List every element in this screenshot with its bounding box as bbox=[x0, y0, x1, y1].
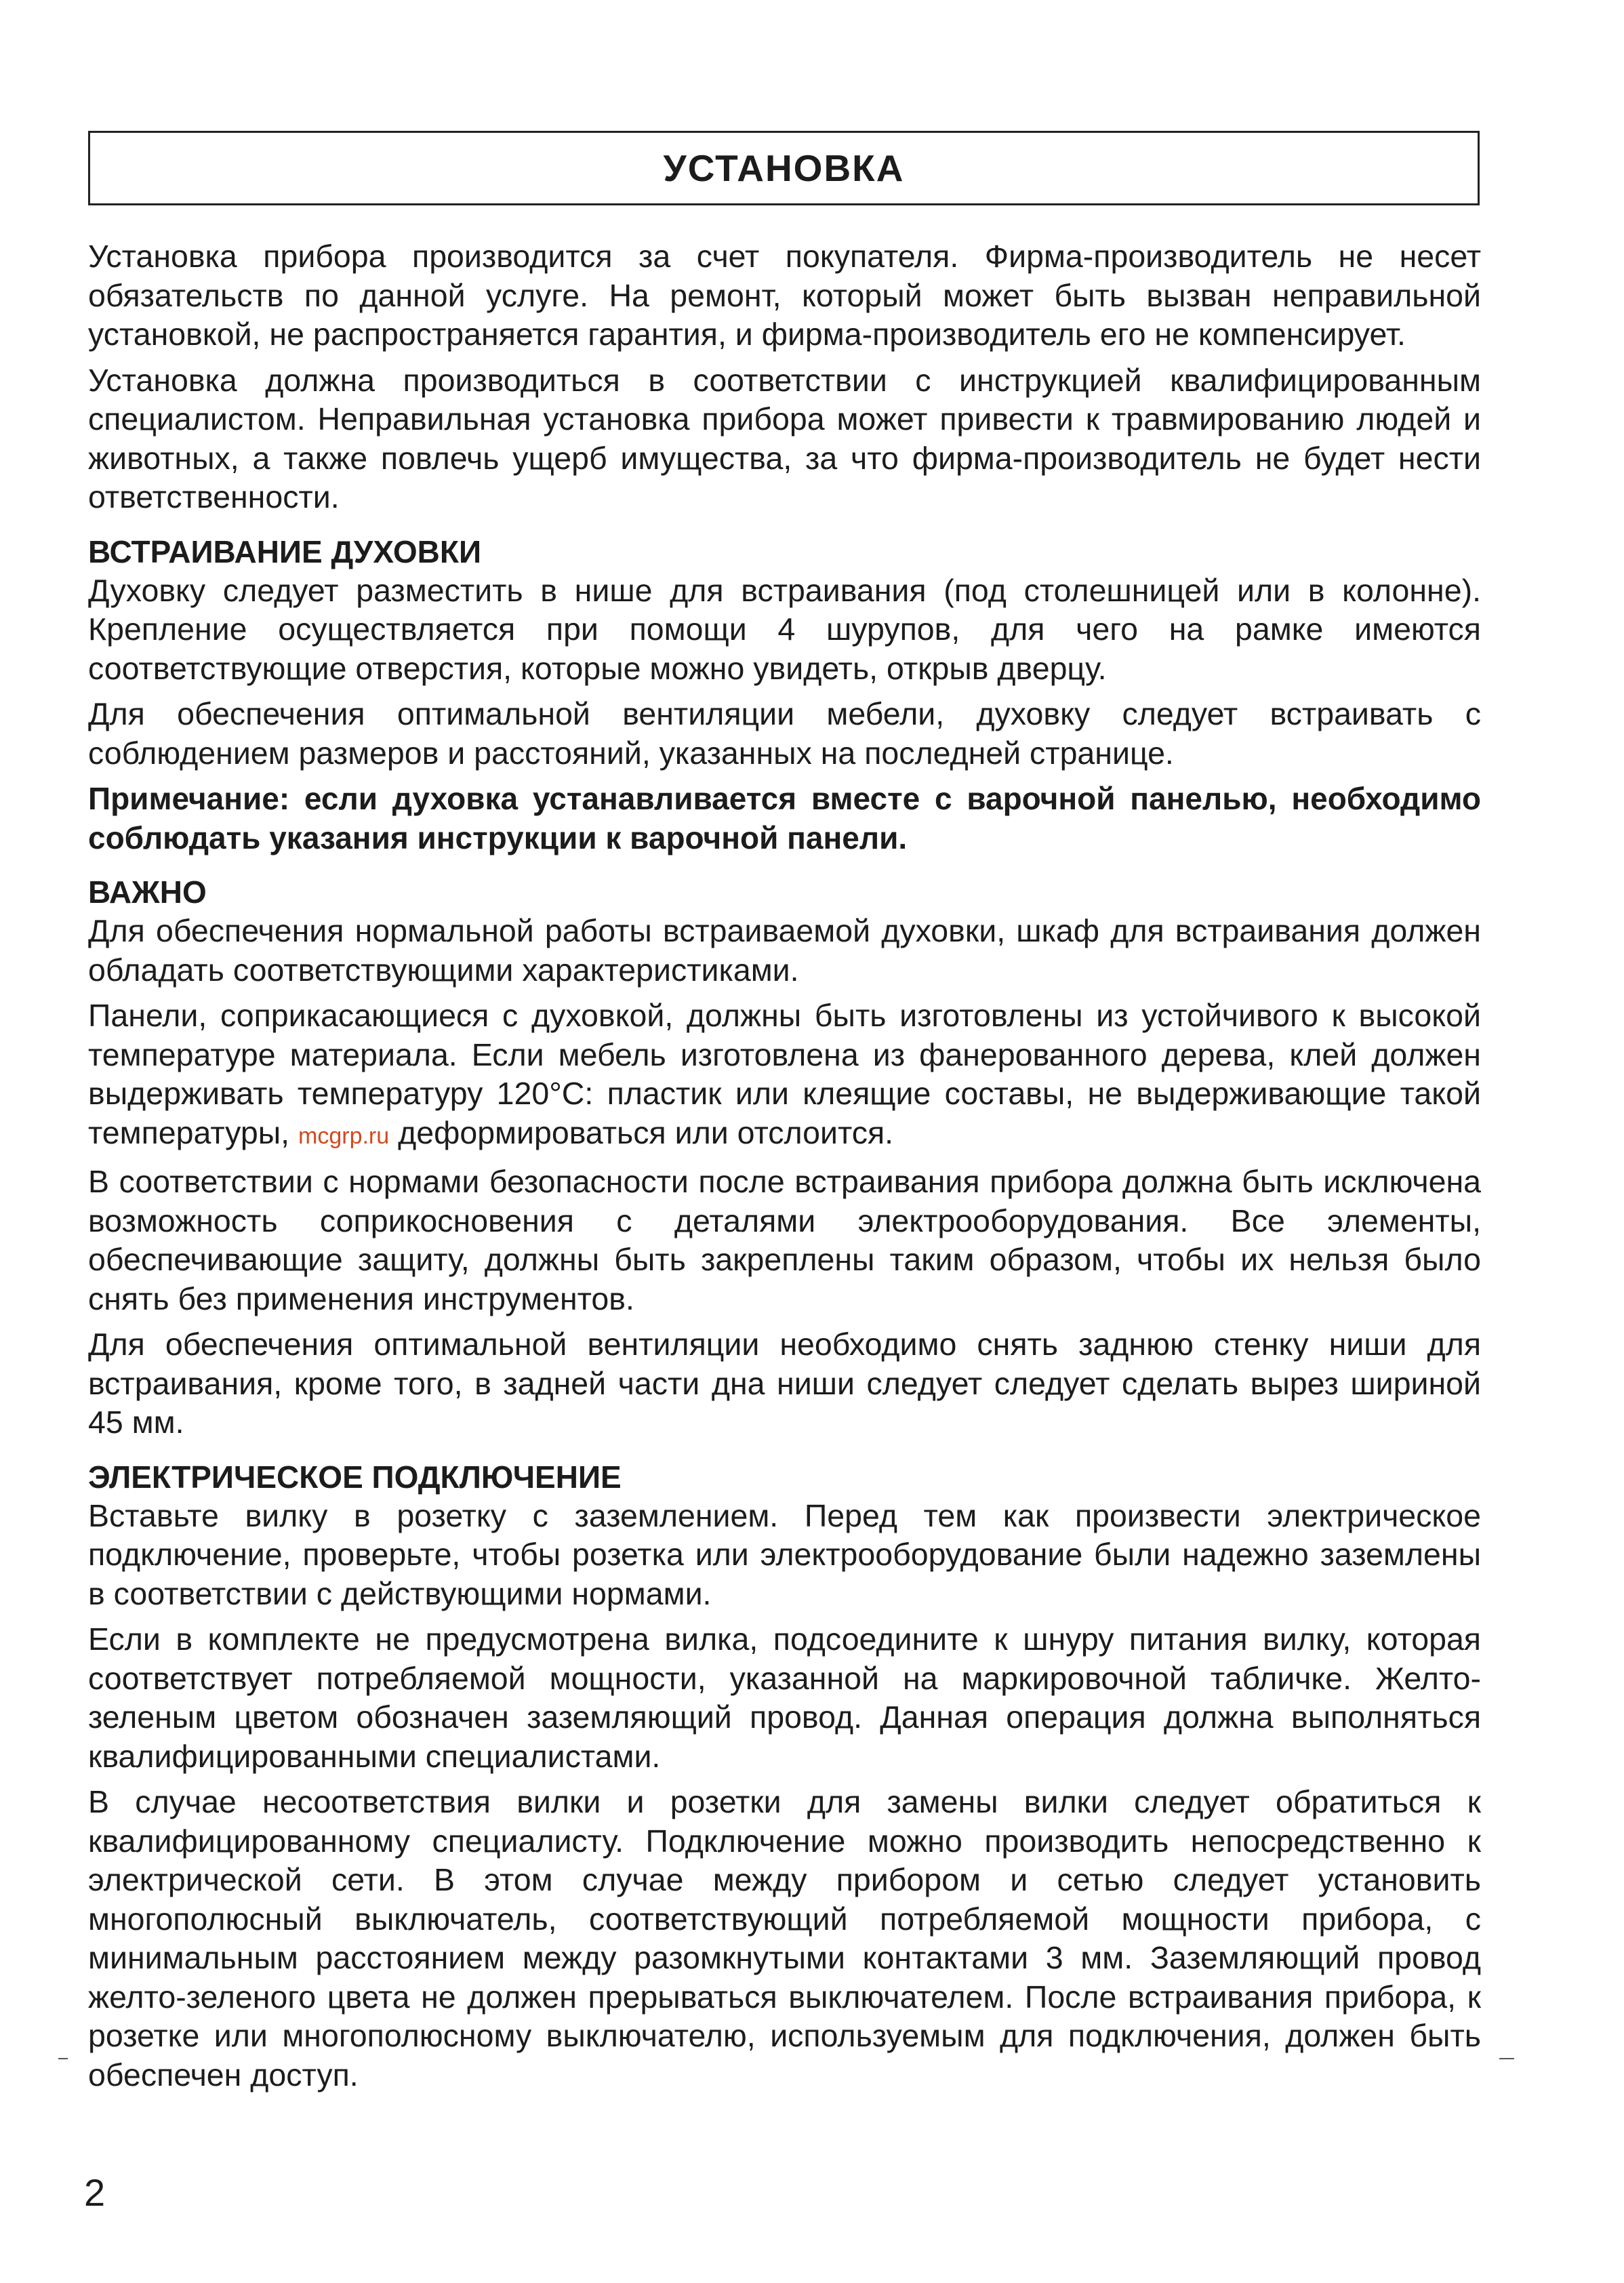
page-number: 2 bbox=[84, 2171, 106, 2214]
built-in-note: Примечание: если духовка устанавливается вместе с варочной панелью, необходимо соблюдать указания инструкции к варочной панели. bbox=[88, 781, 1481, 855]
electrical-paragraph-3: В случае несоответствия вилки и розетки для замены вилки следует обратиться к квалифицированному специалисту. Подключение можно производить непосредственно к электрической сети. В этом случае между прибором и сетью следует установить многополюсный выключатель, соответствующий потребляемой мощности прибора, с минимальным расстоянием между разомкнутыми контактами 3 мм. Заземляющий провод желто-зеленого цвета не должен прерываться выключателем. После встраивания прибора, к розетке или многополюсному выключателю, используемым для подключения, должен быть обеспечен доступ. bbox=[88, 1784, 1481, 2093]
intro-paragraph-2: Установка должна производиться в соответствии с инструкцией квалифицированным специалистом. Неправильная установка прибора может привести к травмированию людей и животных, а также повлечь ущерб имущества, за что фирма-производитель не будет нести ответственности. bbox=[88, 362, 1481, 514]
section-heading-important: ВАЖНО bbox=[88, 874, 207, 910]
important-paragraph-3: В соответствии с нормами безопасности после встраивания прибора должна быть исключена возможность соприкосновения с деталями электрооборудования. Все элементы, обеспечивающие защиту, должны быть закреплены таким образом, чтобы их нельзя было снять без применения инструментов. bbox=[88, 1164, 1481, 1316]
built-in-paragraph-2: Для обеспечения оптимальной вентиляции мебели, духовку следует встраивать с соблюдением размеров и расстояний, указанных на последней странице. bbox=[88, 696, 1481, 771]
watermark-text: mcgrp.ru bbox=[298, 1123, 390, 1149]
intro-paragraph-1: Установка прибора производится за счет покупателя. Фирма-производитель не несет обязательств по данной услуге. На ремонт, который может быть вызван неправильной установкой, не распространяется гарантия, и фирма-производитель его не компенсирует. bbox=[88, 239, 1481, 352]
electrical-paragraph-2: Если в комплекте не предусмотрена вилка, подсоедините к шнуру питания вилку, которая соответствует потребляемой мощности, указанной на маркировочной табличке. Желто-зеленым цветом обозначен заземляющий провод. Данная операция должна выполняться квалифицированными специалистами. bbox=[88, 1621, 1481, 1774]
document-body bbox=[88, 237, 1481, 2101]
page-title: УСТАНОВКА bbox=[663, 147, 905, 189]
title-box bbox=[88, 131, 1480, 205]
important-paragraph-2-start: Панели, соприкасающиеся с духовкой, должны быть изготовлены из устойчивого к высокой температуре материала. Если мебель изготовлена из фанерованного дерева, клей должен выдерживать температуру 120°С: пластик или клеящие составы, не выдерживающие такой температуры, bbox=[88, 998, 1481, 1150]
important-paragraph-1: Для обеспечения нормальной работы встраиваемой духовки, шкаф для встраивания должен обладать соответствующими характеристиками. bbox=[88, 913, 1481, 988]
important-paragraph-2 bbox=[88, 996, 1481, 1156]
section-heading-built-in: ВСТРАИВАНИЕ ДУХОВКИ bbox=[88, 533, 482, 569]
important-paragraph-4: Для обеспечения оптимальной вентиляции необходимо снять заднюю стенку ниши для встраивания, кроме того, в задней части дна ниши следует следует сделать вырез шириной 45 мм. bbox=[88, 1327, 1481, 1440]
margin-mark-right bbox=[1499, 2058, 1514, 2059]
section-heading-electrical: ЭЛЕКТРИЧЕСКОЕ ПОДКЛЮЧЕНИЕ bbox=[88, 1459, 622, 1495]
margin-mark-left bbox=[58, 2058, 68, 2059]
built-in-paragraph-1: Духовку следует разместить в нише для встраивания (под столешницей или в колонне). Крепление осуществляется при помощи 4 шурупов, для чего на рамке имеются соответствующие отверстия, которые можно увидеть, открыв дверцу. bbox=[88, 572, 1481, 686]
electrical-paragraph-1: Вставьте вилку в розетку с заземлением. Перед тем как произвести электрическое подключение, проверьте, чтобы розетка или электрооборудование были надежно заземлены в соответствии с действующими нормами. bbox=[88, 1497, 1481, 1611]
important-paragraph-2-end: деформироваться или отслоится. bbox=[389, 1114, 894, 1150]
